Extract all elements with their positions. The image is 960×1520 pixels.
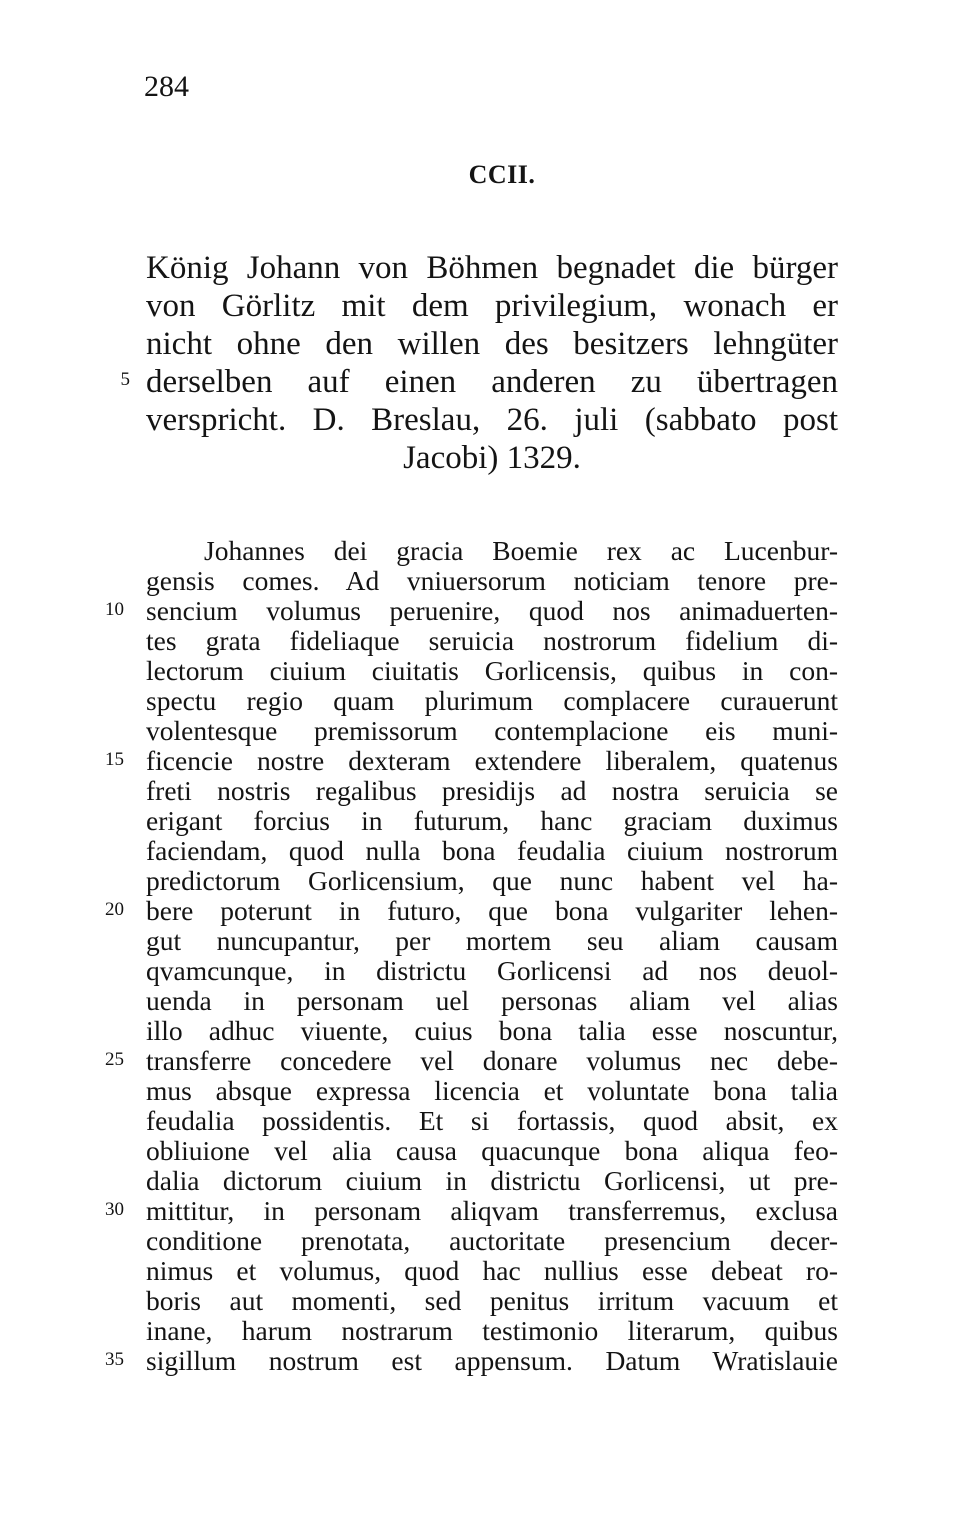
text-line: nimus et volumus, quod hac nullius esse debeat ro- [146, 1255, 838, 1286]
text-line: tes grata fideliaque seruicia nostrorum fidelium di- [146, 625, 838, 656]
line-number-margin: 35 [105, 1349, 124, 1370]
summary-line: derselben auf einen anderen zu übertragen [146, 364, 838, 400]
text-line: mus absque expressa licencia et voluntate bona talia [146, 1075, 838, 1106]
summary-line: Jacobi) 1329. [403, 440, 581, 476]
text-line: obliuione vel alia causa quacunque bona aliqua feo- [146, 1135, 838, 1166]
text-line: lectorum ciuium ciuitatis Gorlicensis, quibus in con- [146, 655, 838, 686]
text-line: predictorum Gorlicensium, que nunc habent vel ha- [146, 865, 838, 896]
summary-line: von Görlitz mit dem privilegium, wonach er [146, 288, 838, 324]
text-line: illo adhuc viuente, cuius bona talia esse noscuntur, [146, 1015, 838, 1046]
text-line: ficencie nostre dexteram extendere liberalem, quatenus [146, 745, 838, 776]
line-number-margin: 30 [105, 1199, 124, 1220]
text-line: inane, harum nostrarum testimonio literarum, quibus [146, 1315, 838, 1346]
text-line: sencium volumus peruenire, quod nos animaduerten- [146, 595, 838, 626]
text-line: freti nostris regalibus presidijs ad nostra seruicia se [146, 775, 838, 806]
text-line: volentesque premissorum contemplacione eis muni- [146, 715, 838, 746]
line-number-margin: 20 [105, 899, 124, 920]
text-line: dalia dictorum ciuium in districtu Gorlicensi, ut pre- [146, 1165, 838, 1196]
text-line: spectu regio quam plurimum complacere curauerunt [146, 685, 838, 716]
text-line: Johannes dei gracia Boemie rex ac Lucenbur- [204, 535, 838, 566]
text-line: gut nuncupantur, per mortem seu aliam causam [146, 925, 838, 956]
text-line: gensis comes. Ad vniuersorum noticiam tenore pre- [146, 565, 838, 596]
summary-line: nicht ohne den willen des besitzers lehngüter [146, 326, 838, 362]
text-line: faciendam, quod nulla bona feudalia ciuium nostrorum [146, 835, 838, 866]
line-number-margin: 15 [105, 749, 124, 770]
text-line: uenda in personam uel personas aliam vel alias [146, 985, 838, 1016]
text-line: erigant forcius in futurum, hanc graciam duximus [146, 805, 838, 836]
text-line: conditione prenotata, auctoritate presencium decer- [146, 1225, 838, 1256]
line-number-margin: 10 [105, 599, 124, 620]
text-line: boris aut momenti, sed penitus irritum vacuum et [146, 1285, 838, 1316]
summary-line: verspricht. D. Breslau, 26. juli (sabbato post [146, 402, 838, 438]
text-line: sigillum nostrum est appensum. Datum Wratislauie [146, 1345, 838, 1376]
line-number-margin: 5 [120, 369, 130, 390]
text-line: feudalia possidentis. Et si fortassis, quod absit, ex [146, 1105, 838, 1136]
text-line: bere poterunt in futuro, que bona vulgariter lehen- [146, 895, 838, 926]
text-line: mittitur, in personam aliqvam transferremus, exclusa [146, 1195, 838, 1226]
text-line: qvamcunque, in districtu Gorlicensi ad nos deuol- [146, 955, 838, 986]
document-number: CCII. [468, 160, 536, 189]
text-line: transferre concedere vel donare volumus nec debe- [146, 1045, 838, 1076]
summary-line: König Johann von Böhmen begnadet die bürger [146, 250, 838, 286]
line-number-margin: 25 [105, 1049, 124, 1070]
page-number: 284 [144, 70, 189, 103]
